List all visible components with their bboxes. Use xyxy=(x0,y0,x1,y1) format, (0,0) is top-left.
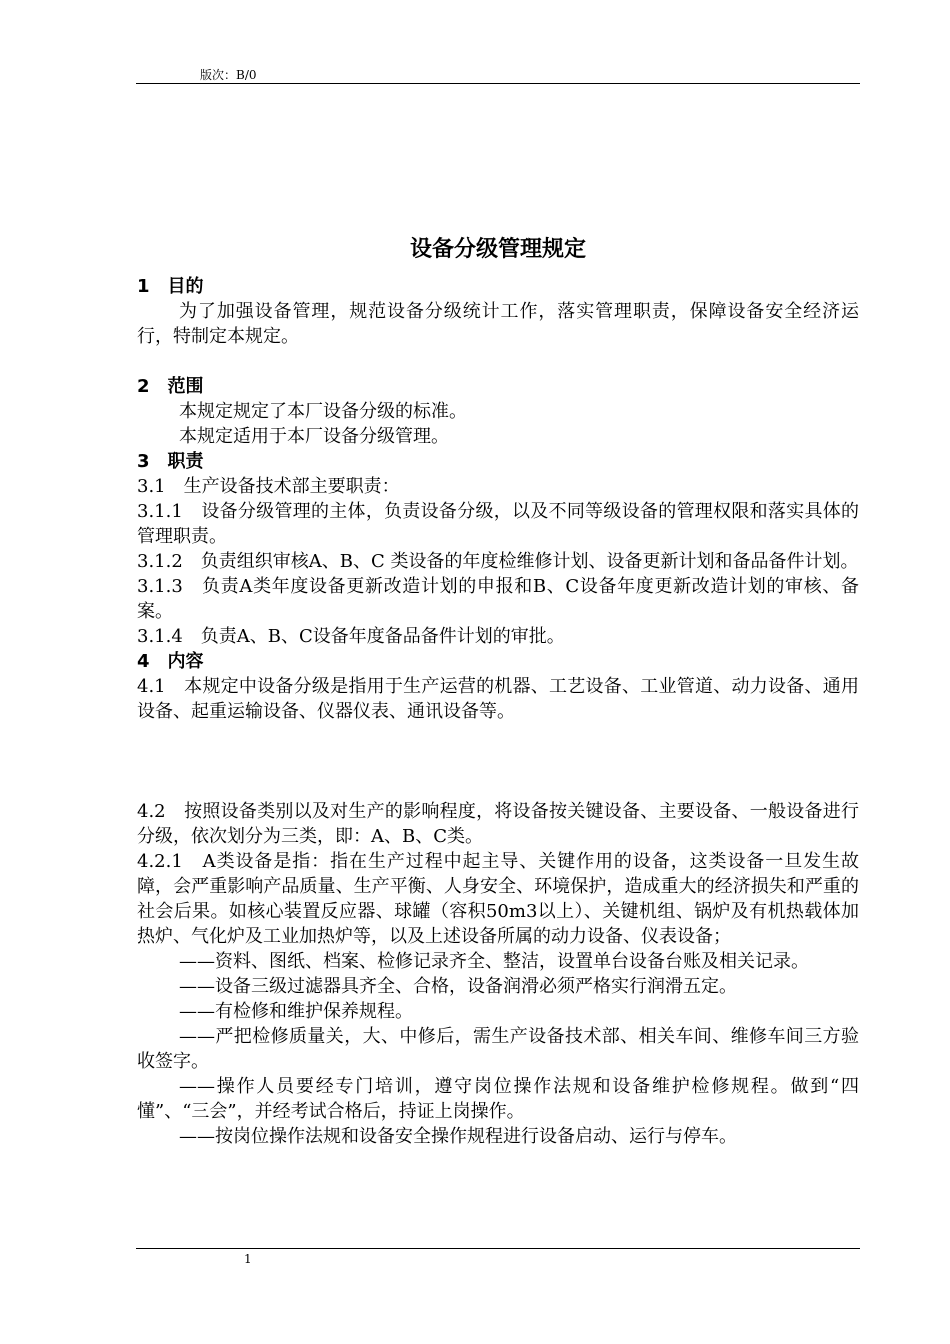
section-4-2-1: 4.2.1 A类设备是指：指在生产过程中起主导、关键作用的设备，这类设备一旦发生故障，会严重影响产品质量、生产平衡、人身安全、环境保护，造成重大的经济损失和严重的社会后果。如核心装置反应器、球罐（容积50m3以上）、关键机组、锅炉及有机热载体加热炉、气化炉及工业加热炉等，以及上述设备所属的动力设备、仪表设备； xyxy=(137,851,859,947)
document-title: 设备分级管理规定 xyxy=(409,236,586,262)
bullet-training: ——操作人员要经专门培训，遵守岗位操作法规和设备维护检修规程。做到“四懂”、“三会”，并经考试合格后，持证上岗操作。 xyxy=(137,1076,859,1122)
section-2-paragraph-2: 本规定适用于本厂设备分级管理。 xyxy=(179,426,449,447)
version-header: 版次：B/0 xyxy=(200,68,257,82)
section-3-1-1: 3.1.1 设备分级管理的主体，负责设备分级，以及不同等级设备的管理权限和落实具体的管理职责。 xyxy=(137,501,859,547)
section-2-heading: 2 范围 xyxy=(137,376,204,397)
section-2-paragraph-1: 本规定规定了本厂设备分级的标准。 xyxy=(179,401,467,422)
bullet-filters: ——设备三级过滤器具齐全、合格，设备润滑必须严格实行润滑五定。 xyxy=(179,976,737,997)
bullet-quality: ——严把检修质量关，大、中修后，需生产设备技术部、相关车间、维修车间三方验收签字。 xyxy=(137,1026,859,1072)
bullet-procedures: ——有检修和维护保养规程。 xyxy=(179,1001,413,1022)
document-body xyxy=(137,232,859,1149)
section-1-heading: 1 目的 xyxy=(137,276,204,297)
section-4-heading: 4 内容 xyxy=(137,651,204,672)
page-number: 1 xyxy=(244,1252,252,1266)
bullet-records: ——资料、图纸、档案、检修记录齐全、整洁，设置单台设备台账及相关记录。 xyxy=(179,951,809,972)
section-3-1-4: 3.1.4 负责A、B、C设备年度备品备件计划的审批。 xyxy=(137,626,565,647)
section-3-1: 3.1 生产设备技术部主要职责： xyxy=(137,476,400,497)
section-3-1-2: 3.1.2 负责组织审核A、B、C 类设备的年度检维修计划、设备更新计划和备品备件计划。 xyxy=(137,551,859,572)
section-1-paragraph: 为了加强设备管理，规范设备分级统计工作，落实管理职责，保障设备安全经济运行，特制定本规定。 xyxy=(137,301,859,347)
header-rule xyxy=(136,83,860,84)
section-4-1: 4.1 本规定中设备分级是指用于生产运营的机器、工艺设备、工业管道、动力设备、通用设备、起重运输设备、仪器仪表、通讯设备等。 xyxy=(137,676,859,722)
bullet-operation: ——按岗位操作法规和设备安全操作规程进行设备启动、运行与停车。 xyxy=(179,1126,737,1147)
section-3-heading: 3 职责 xyxy=(137,451,204,472)
section-4-2: 4.2 按照设备类别以及对生产的影响程度，将设备按关键设备、主要设备、一般设备进行分级，依次划分为三类，即：A、B、C类。 xyxy=(137,801,859,847)
section-3-1-3: 3.1.3 负责A类年度设备更新改造计划的申报和B、C设备年度更新改造计划的审核、备案。 xyxy=(137,576,859,622)
footer-rule xyxy=(136,1248,860,1249)
